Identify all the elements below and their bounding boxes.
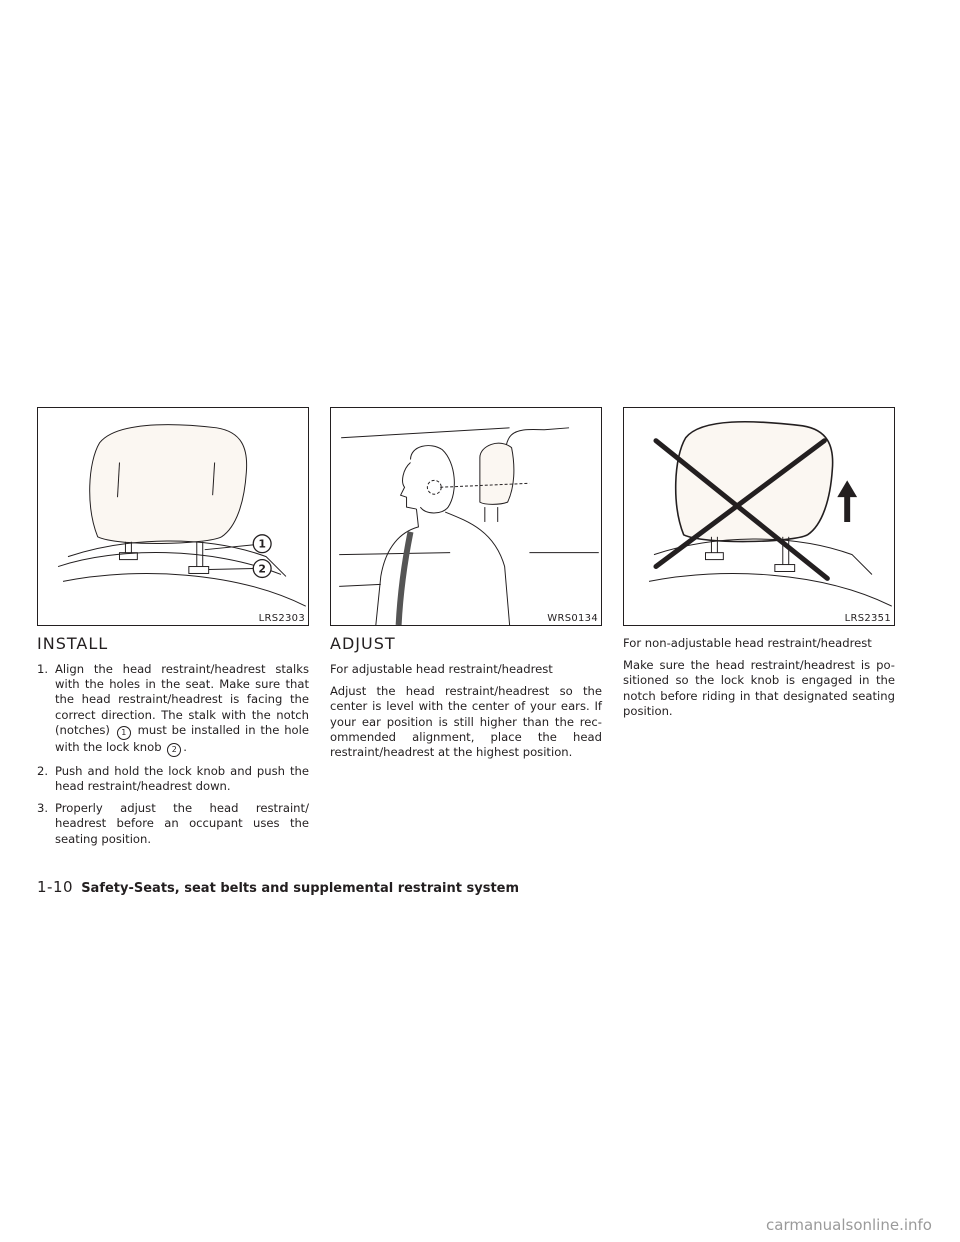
step-text: Properly adjust the head restraint/ headrest before an occupant uses the seating position. <box>55 801 309 846</box>
callout-1-label: 1 <box>258 537 266 551</box>
callout-2-label: 2 <box>258 562 266 576</box>
chapter-title: Safety-Seats, seat belts and supplemental restraint system <box>81 881 520 896</box>
callout-1: 1 <box>117 726 131 740</box>
step-text: Push and hold the lock knob and push the head restraint/headrest down. <box>55 763 309 794</box>
figure-code: LRS2351 <box>844 613 891 624</box>
callout-markers <box>253 535 271 578</box>
step-text: . <box>183 739 187 754</box>
occupant-adjust-illustration <box>331 408 601 625</box>
figure-adjust <box>330 407 602 626</box>
adjust-heading: ADJUST <box>330 634 396 653</box>
nonadjustable-section <box>623 636 895 726</box>
install-step-3 <box>37 801 309 847</box>
step-number: 2. <box>37 763 49 778</box>
figure-code: WRS0134 <box>547 613 598 624</box>
nonadjustable-subheading: For non-adjustable head restraint/headrest <box>623 636 872 650</box>
non-adjustable-illustration <box>624 408 894 625</box>
page-footer <box>37 878 519 896</box>
nonadjustable-body: Make sure the head restraint/headrest is po- sitioned so the lock knob is engaged in the notch before riding in that designated seating position. <box>623 658 895 718</box>
install-step-1 <box>37 662 309 757</box>
headrest-install-illustration <box>38 408 308 625</box>
page-number: 1-10 <box>37 878 74 896</box>
install-section <box>37 634 309 854</box>
up-arrow-icon <box>837 480 857 522</box>
figure-nonadjustable <box>623 407 895 626</box>
adjust-body: Adjust the head restraint/headrest so the center is level with the center of your ears. If your ear position is still higher than the rec- ommended alignment, place the head restraint/headrest at the highest position. <box>330 684 602 760</box>
step-number: 3. <box>37 801 49 816</box>
step-text: Align the head restraint/headrest stalks with the holes in the seat. Make sure that the head restraint/headrest is facing the correct direction. The stalk with the notch (notches) <box>55 662 309 737</box>
figure-install <box>37 407 309 626</box>
adjust-section <box>330 634 602 767</box>
adjust-subheading: For adjustable head restraint/headrest <box>330 662 553 676</box>
step-number: 1. <box>37 662 49 676</box>
watermark[interactable]: carmanualsonline.info <box>766 1216 932 1234</box>
install-heading: INSTALL <box>37 634 109 653</box>
install-step-2 <box>37 764 309 794</box>
callout-2: 2 <box>167 743 181 757</box>
step-text: must be installed in the hole with the lock knob <box>55 722 310 754</box>
figure-code: LRS2303 <box>258 613 305 624</box>
